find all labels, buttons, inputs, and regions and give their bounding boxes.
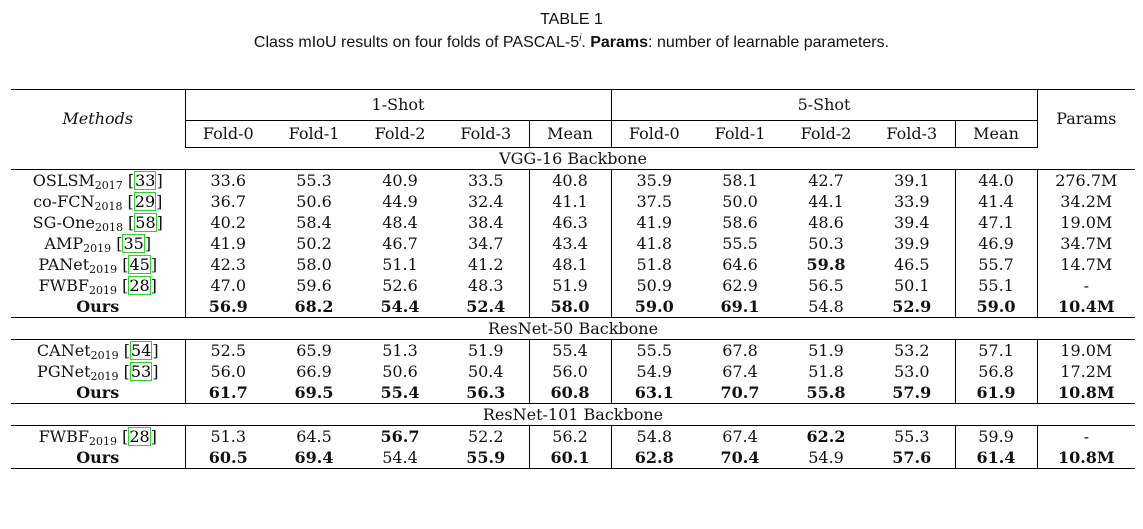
value-cell: 40.9 [382,171,418,190]
value-cell: 58.0 [296,255,332,274]
section-title: VGG-16 Backbone [11,148,1135,170]
method-name: OSLSM [32,171,95,190]
section-title: ResNet-101 Backbone [11,404,1135,426]
method-year: 2018 [94,221,123,234]
method-name: FWBF [38,427,89,446]
params-cell: 17.2M [1037,361,1135,382]
value-cell: 57.1 [955,340,1037,362]
value-cell: 51.3 [185,426,271,448]
col-header: Fold-3 [443,121,529,148]
value-cell: 50.9 [611,275,697,296]
value-cell: 70.4 [697,447,783,469]
value-cell: 56.3 [443,382,529,404]
col-header: Fold-1 [697,121,783,148]
caption-bold-params: Params [590,34,649,51]
value-cell: 55.9 [443,447,529,469]
params-header: Params [1037,90,1135,148]
value-cell: 69.5 [271,382,357,404]
method-name: CANet [36,341,91,360]
five-shot-header: 5-Shot [611,90,1037,121]
value-cell: 50.4 [467,362,504,381]
value-cell: 58.1 [722,171,758,190]
col-header: Fold-1 [271,121,357,148]
value-cell: 46.5 [893,255,930,274]
value-cell: 51.9 [808,341,844,360]
value-cell: 55.4 [529,340,611,362]
value-cell: 55.1 [955,275,1037,296]
method-name: SG-One [32,213,95,232]
value-cell: 40.2 [185,212,271,233]
method-name: co-FCN [33,192,95,211]
value-cell: 59.9 [955,426,1037,448]
section-title: ResNet-50 Backbone [11,318,1135,340]
method-year: 2019 [88,435,117,448]
caption-superscript: i [579,33,582,44]
method-year: 2019 [83,242,112,255]
value-cell: 39.4 [893,213,930,232]
params-cell: 10.8M [1037,382,1135,404]
params-cell: 276.7M [1037,170,1135,192]
value-cell: 55.3 [296,171,332,190]
value-cell: 61.7 [185,382,271,404]
citation-link[interactable]: 28 [129,276,150,295]
value-cell: 48.4 [382,213,418,232]
value-cell: 33.5 [467,171,504,190]
value-cell: 55.8 [783,382,869,404]
params-cell: 10.4M [1037,296,1135,318]
value-cell: 46.9 [955,233,1037,254]
value-cell: 55.5 [722,234,758,253]
value-cell: 33.9 [893,192,930,211]
method-year: 2017 [94,179,123,192]
value-cell: 59.6 [296,276,332,295]
method-cell: PGNet$_{2019}$ [53] [37,362,159,383]
value-cell: 56.0 [529,361,611,382]
value-cell: 55.4 [357,382,443,404]
value-cell: 59.0 [955,296,1037,318]
value-cell: 41.9 [185,233,271,254]
citation-link[interactable]: 35 [123,234,144,253]
value-cell: 44.1 [808,192,844,211]
value-cell: 50.6 [296,192,332,211]
value-cell: 33.6 [185,170,271,192]
value-cell: 58.0 [529,296,611,318]
value-cell: 39.1 [893,171,930,190]
value-cell: 69.4 [271,447,357,469]
value-cell: 50.0 [722,192,758,211]
params-cell: 10.8M [1037,447,1135,469]
citation-link[interactable]: 53 [130,362,152,381]
value-cell: 54.8 [611,426,697,448]
value-cell: 65.9 [296,341,332,360]
value-cell: 41.1 [529,191,611,212]
value-cell: 62.8 [611,447,697,469]
value-cell: 67.4 [722,362,758,381]
value-cell: 46.7 [382,234,418,253]
value-cell: 59.8 [806,255,846,274]
value-cell: 36.7 [185,191,271,212]
method-cell [11,296,185,318]
value-cell: 56.5 [808,276,844,295]
method-year: 2019 [90,370,119,383]
value-cell: 54.4 [357,447,443,469]
value-cell: 44.9 [382,192,418,211]
value-cell: 55.7 [955,254,1037,275]
value-cell: 39.9 [893,234,930,253]
value-cell: 60.5 [185,447,271,469]
value-cell: 68.2 [271,296,357,318]
method-cell: CANet$_{2019}$ [54] [36,341,159,362]
value-cell: 51.3 [382,341,418,360]
value-cell: 60.8 [529,382,611,404]
value-cell: 61.9 [955,382,1037,404]
table-row [11,361,1135,382]
value-cell: 32.4 [467,192,504,211]
value-cell: 43.4 [529,233,611,254]
value-cell: 50.3 [808,234,844,253]
col-header: Fold-3 [869,121,955,148]
method-cell: $co-FCN_{2018}$ [29] [33,192,163,213]
value-cell: 41.8 [611,233,697,254]
method-name: PGNet [37,362,91,381]
value-cell: 35.9 [611,170,697,192]
section-header-row [11,148,1135,170]
value-cell: 53.2 [893,341,930,360]
value-cell: 48.3 [467,276,504,295]
value-cell: 42.3 [185,254,271,275]
params-cell: - [1037,426,1135,448]
value-cell: 56.8 [955,361,1037,382]
value-cell: 55.5 [611,340,697,362]
value-cell: 70.7 [697,382,783,404]
value-cell: 62.9 [722,276,758,295]
value-cell: 56.2 [529,426,611,448]
value-cell: 54.4 [357,296,443,318]
table-row [11,275,1135,296]
table-row [11,233,1135,254]
citation-link[interactable]: 54 [130,341,152,360]
value-cell: 48.1 [529,254,611,275]
table-row [11,212,1135,233]
value-cell: 67.8 [722,341,758,360]
section-header-row [11,404,1135,426]
value-cell: 51.8 [611,254,697,275]
value-cell: 66.9 [296,362,332,381]
results-table [11,89,1135,469]
params-cell: 34.2M [1037,191,1135,212]
value-cell: 56.0 [185,361,271,382]
method-cell: $FWBF_{2019}$ [28] [38,427,157,448]
params-cell: 34.7M [1037,233,1135,254]
value-cell: 47.0 [185,275,271,296]
params-cell: 14.7M [1037,254,1135,275]
table-row [11,340,1135,362]
value-cell: 62.2 [806,427,846,446]
value-cell: 52.4 [443,296,529,318]
method-cell: PANet$_{2019}$ [45] [38,255,158,276]
table-row [11,296,1135,318]
value-cell: 50.6 [382,362,418,381]
params-cell: 19.0M [1037,340,1135,362]
col-header: Fold-2 [783,121,869,148]
value-cell: 63.1 [611,382,697,404]
value-cell: 69.1 [697,296,783,318]
value-cell: 52.5 [185,340,271,362]
value-cell: 64.6 [722,255,758,274]
value-cell: 57.9 [869,382,955,404]
caption-text-after: : number of learnable parameters. [648,34,890,51]
value-cell: 55.3 [893,427,930,446]
value-cell: 52.9 [869,296,955,318]
section-header-row [11,318,1135,340]
value-cell: 58.4 [296,213,332,232]
value-cell: 34.7 [467,234,504,253]
citation-link[interactable]: 33 [135,171,156,190]
header-row-1 [11,90,1135,121]
method-cell: $FWBF_{2019}$ [28] [38,276,157,297]
value-cell: 51.9 [467,341,504,360]
value-cell: 54.9 [611,361,697,382]
value-cell: 42.7 [808,171,844,190]
method-name: FWBF [38,276,89,295]
value-cell: 52.2 [467,427,504,446]
method-name: Ours [76,297,120,316]
value-cell: 51.8 [808,362,844,381]
method-name: Ours [76,383,120,402]
method-year: 2019 [89,263,118,276]
methods-header: Methods [11,90,185,148]
col-header: Fold-0 [611,121,697,148]
method-cell: $OSLSM_{2017}$ [33] [32,171,163,192]
method-name: AMP [44,234,84,253]
col-header: Fold-2 [357,121,443,148]
value-cell: 46.3 [529,212,611,233]
citation-link[interactable]: 45 [129,255,150,274]
value-cell: 54.8 [783,296,869,318]
citation-link[interactable]: 58 [135,213,156,232]
table-row [11,191,1135,212]
col-header: Mean [529,121,611,148]
value-cell: 41.9 [611,212,697,233]
caption-text-before: Class mIoU results on four folds of PASCAL-5 [253,34,580,51]
value-cell: 56.9 [185,296,271,318]
value-cell: 58.6 [722,213,758,232]
method-name: Ours [76,448,120,467]
value-cell: 53.0 [893,362,930,381]
table-row [11,426,1135,448]
one-shot-header: 1-Shot [185,90,611,121]
table-row [11,170,1135,192]
citation-link[interactable]: 29 [134,192,156,211]
col-header: Fold-0 [185,121,271,148]
value-cell: 41.4 [955,191,1037,212]
value-cell: 52.6 [382,276,418,295]
value-cell: 47.1 [955,212,1037,233]
value-cell: 57.6 [869,447,955,469]
method-cell: $AMP_{2019}$ [35] [44,234,152,255]
method-year: 2019 [88,284,117,297]
value-cell: 59.0 [611,296,697,318]
citation-link[interactable]: 28 [129,427,150,446]
value-cell: 37.5 [611,191,697,212]
method-cell: SG-One$_{2018}$ [58] [32,213,163,234]
value-cell: 51.9 [529,275,611,296]
value-cell: 60.1 [529,447,611,469]
value-cell: 38.4 [467,213,504,232]
value-cell: 61.4 [955,447,1037,469]
params-cell: - [1037,275,1135,296]
caption-text-mid: . [581,34,591,51]
method-cell [11,447,185,469]
value-cell: 56.7 [380,427,420,446]
table-caption [0,33,1143,53]
table-row [11,447,1135,469]
col-header: Mean [955,121,1037,148]
value-cell: 54.9 [783,447,869,469]
params-cell: 19.0M [1037,212,1135,233]
value-cell: 44.0 [955,170,1037,192]
value-cell: 41.2 [467,255,504,274]
value-cell: 50.2 [296,234,332,253]
value-cell: 64.5 [296,427,332,446]
value-cell: 50.1 [893,276,930,295]
table-label: TABLE 1 [540,11,603,28]
table-row [11,254,1135,275]
value-cell: 40.8 [529,170,611,192]
method-name: PANet [38,255,90,274]
method-year: 2018 [94,200,123,213]
method-year: 2019 [90,349,119,362]
method-cell [11,382,185,404]
table-row [11,382,1135,404]
value-cell: 67.4 [722,427,758,446]
value-cell: 48.6 [808,213,844,232]
value-cell: 51.1 [382,255,418,274]
